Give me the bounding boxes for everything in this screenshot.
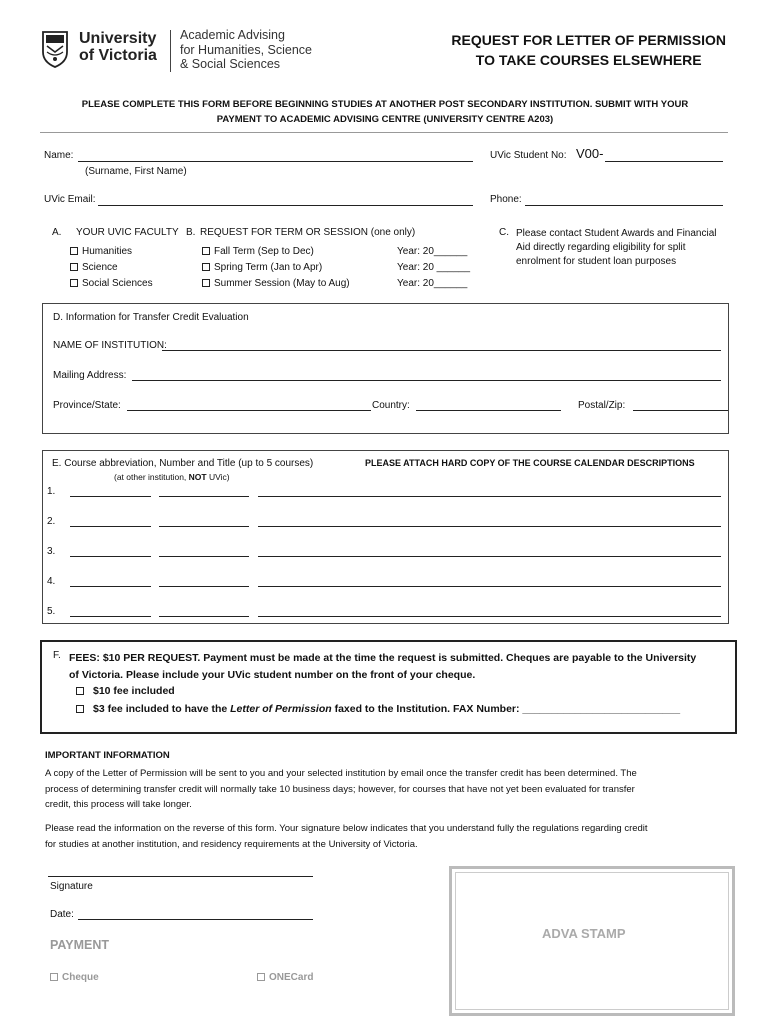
fees-line1: FEES: $10 PER REQUEST. Payment must be made at the time the request is submitted. Cheques are payable to the University	[69, 652, 697, 664]
course-row-2-abbrev[interactable]	[70, 526, 151, 527]
signature-field[interactable]	[48, 876, 313, 877]
department-name	[180, 28, 312, 72]
course-row-3-abbrev[interactable]	[70, 556, 151, 557]
student-no-field[interactable]	[605, 161, 723, 162]
institution-field[interactable]	[162, 350, 721, 351]
section-a-title: YOUR UVIC FACULTY	[76, 227, 179, 238]
faculty-option-science[interactable]	[70, 262, 118, 273]
section-b-title: REQUEST FOR TERM OR SESSION (one only)	[200, 227, 416, 238]
mailing-field[interactable]	[132, 380, 721, 381]
fee-option-post: faxed to the Institution. FAX Number: ___________________________	[331, 703, 681, 715]
section-c-line3: enrolment for student loan purposes	[516, 256, 677, 267]
dept-line2: for Humanities, Science	[180, 42, 313, 57]
university-name	[79, 30, 157, 64]
fee-option-label: $10 fee included	[93, 685, 175, 697]
year-field-summer[interactable]: Year: 20______	[397, 278, 468, 289]
payment-option-label: ONECard	[269, 972, 314, 983]
checkbox-icon[interactable]	[202, 279, 210, 287]
term-option-label: Summer Session (May to Aug)	[214, 278, 350, 289]
university-line2: of Victoria	[79, 47, 157, 64]
course-row-4-abbrev[interactable]	[70, 586, 151, 587]
term-option-spring[interactable]	[202, 262, 322, 273]
crest-icon	[41, 30, 69, 68]
institution-label: NAME OF INSTITUTION:	[53, 340, 167, 351]
course-row-1-number-field[interactable]	[159, 496, 249, 497]
section-c-line2: Aid directly regarding eligibility for split	[516, 242, 686, 253]
phone-label: Phone:	[490, 194, 522, 205]
checkbox-icon[interactable]	[70, 279, 78, 287]
instructions-line2: PAYMENT TO ACADEMIC ADVISING CENTRE (UNIVERSITY CENTRE A203)	[216, 114, 554, 125]
course-row-1-abbrev[interactable]	[70, 496, 151, 497]
important-para1-line1: A copy of the Letter of Permission will be sent to you and your selected institution by email once the transfer credit has been determined. The	[45, 768, 637, 779]
payment-title: PAYMENT	[50, 938, 110, 952]
form-title	[451, 30, 726, 70]
checkbox-icon[interactable]	[257, 973, 265, 981]
important-para2	[45, 821, 648, 852]
postal-field[interactable]	[633, 410, 728, 411]
fees-text	[69, 650, 729, 684]
date-field[interactable]	[78, 919, 313, 920]
country-field[interactable]	[416, 410, 561, 411]
course-row-3-number-field[interactable]	[159, 556, 249, 557]
course-row-5-number: 5.	[47, 606, 56, 617]
course-row-4-number-field[interactable]	[159, 586, 249, 587]
name-field[interactable]	[78, 161, 473, 162]
fee-option-10[interactable]	[76, 685, 175, 697]
checkbox-icon[interactable]	[70, 247, 78, 255]
payment-option-label: Cheque	[62, 972, 99, 983]
section-e-heading	[52, 458, 313, 469]
name-hint: (Surname, First Name)	[85, 166, 187, 177]
fee-option-pre: $3 fee included to have the	[93, 703, 231, 715]
course-row-4-title[interactable]	[258, 586, 721, 587]
province-label: Province/State:	[53, 400, 121, 411]
important-para2-line2: for studies at another institution, and residency requirements at the University of Victoria.	[45, 838, 418, 850]
important-title: IMPORTANT INFORMATION	[45, 750, 170, 761]
university-line1: University	[79, 30, 157, 47]
faculty-option-humanities[interactable]	[70, 246, 132, 257]
term-option-label: Fall Term (Sep to Dec)	[214, 246, 314, 257]
section-e-subtitle-post: UVic)	[206, 472, 230, 482]
stamp-box-inner	[455, 872, 729, 1010]
mailing-label: Mailing Address:	[53, 370, 127, 381]
term-option-summer[interactable]	[202, 278, 350, 289]
section-e-subtitle	[114, 472, 230, 482]
year-field-spring[interactable]: Year: 20 ______	[397, 262, 471, 273]
stamp-box	[449, 866, 735, 1016]
course-row-5-abbrev[interactable]	[70, 616, 151, 617]
course-row-3-number: 3.	[47, 546, 56, 557]
date-label: Date:	[50, 909, 74, 920]
faculty-option-social-sciences[interactable]	[70, 278, 153, 289]
faculty-option-label: Humanities	[82, 246, 133, 257]
faculty-option-label: Social Sciences	[82, 278, 153, 289]
important-para1-line2: process of determining transfer credit will normally take 10 business days; however, for courses that have not yet been evaluated for transfer	[45, 783, 635, 795]
name-label: Name:	[44, 150, 74, 161]
email-field[interactable]	[98, 205, 473, 206]
section-a-letter: A.	[52, 227, 62, 238]
checkbox-icon[interactable]	[202, 247, 210, 255]
term-option-label: Spring Term (Jan to Apr)	[214, 262, 323, 273]
checkbox-icon[interactable]	[50, 973, 58, 981]
dept-line1: Academic Advising	[180, 28, 285, 42]
course-row-4-number: 4.	[47, 576, 56, 587]
checkbox-icon[interactable]	[76, 687, 84, 695]
checkbox-icon[interactable]	[70, 263, 78, 271]
country-label: Country:	[372, 400, 410, 411]
course-row-2-number: 2.	[47, 516, 56, 527]
important-para2-line1: Please read the information on the reverse of this form. Your signature below indicates that you understand fully the regulations regarding credit	[45, 823, 648, 834]
section-c-letter: C.	[499, 227, 509, 238]
year-field-fall[interactable]: Year: 20______	[397, 246, 468, 257]
section-d-title: D. Information for Transfer Credit Evaluation	[53, 312, 249, 323]
checkbox-icon[interactable]	[202, 263, 210, 271]
dept-line3: & Social Sciences	[180, 57, 281, 71]
course-row-3-title[interactable]	[258, 556, 721, 557]
fees-line2: of Victoria. Please include your UVic student number on the front of your cheque.	[69, 669, 476, 681]
fee-option-3-fax[interactable]	[76, 703, 680, 715]
important-para1-line3: credit, this process will take longer.	[45, 799, 192, 810]
section-c-text	[516, 227, 717, 269]
signature-label: Signature	[50, 881, 93, 892]
student-no-label: UVic Student No:	[490, 150, 567, 161]
province-field[interactable]	[127, 410, 371, 411]
section-e-subtitle-pre: (at other institution,	[114, 472, 189, 482]
course-row-1-number: 1.	[47, 486, 56, 497]
term-option-fall[interactable]	[202, 246, 314, 257]
payment-option-cheque[interactable]	[50, 972, 99, 983]
header-divider	[170, 30, 171, 72]
fee-option-italic: Letter of Permission	[230, 703, 332, 715]
phone-field[interactable]	[525, 205, 723, 206]
checkbox-icon[interactable]	[76, 705, 84, 713]
section-c-line1: Please contact Student Awards and Financial	[516, 228, 717, 239]
title-line1: REQUEST FOR LETTER OF PERMISSION	[451, 32, 726, 48]
instructions-divider	[40, 132, 728, 133]
title-line2: TO TAKE COURSES ELSEWHERE	[475, 52, 702, 68]
section-e-title: Course abbreviation, Number and Title (up to 5 courses)	[64, 458, 314, 469]
postal-label: Postal/Zip:	[578, 400, 626, 411]
section-b-letter: B.	[186, 227, 196, 238]
course-row-5-title[interactable]	[258, 616, 721, 617]
email-label: UVic Email:	[44, 194, 96, 205]
instructions-line1: PLEASE COMPLETE THIS FORM BEFORE BEGINNING STUDIES AT ANOTHER POST SECONDARY INSTITUTION. SUBMIT WITH YOUR	[81, 99, 689, 110]
section-e-subtitle-bold: NOT	[188, 472, 207, 482]
instructions	[40, 97, 730, 127]
section-e-letter: E.	[52, 458, 62, 469]
student-no-prefix: V00-	[576, 146, 604, 161]
section-f-letter: F.	[53, 650, 61, 661]
course-row-2-number-field[interactable]	[159, 526, 249, 527]
faculty-option-label: Science	[82, 262, 118, 273]
payment-option-onecard[interactable]	[257, 972, 313, 983]
attach-note: PLEASE ATTACH HARD COPY OF THE COURSE CALENDAR DESCRIPTIONS	[365, 458, 695, 468]
stamp-label: ADVA STAMP	[542, 926, 626, 941]
course-row-2-title[interactable]	[258, 526, 721, 527]
course-row-1-title[interactable]	[258, 496, 721, 497]
uvic-logo	[41, 30, 69, 68]
course-row-5-number-field[interactable]	[159, 616, 249, 617]
important-para1	[45, 766, 637, 813]
